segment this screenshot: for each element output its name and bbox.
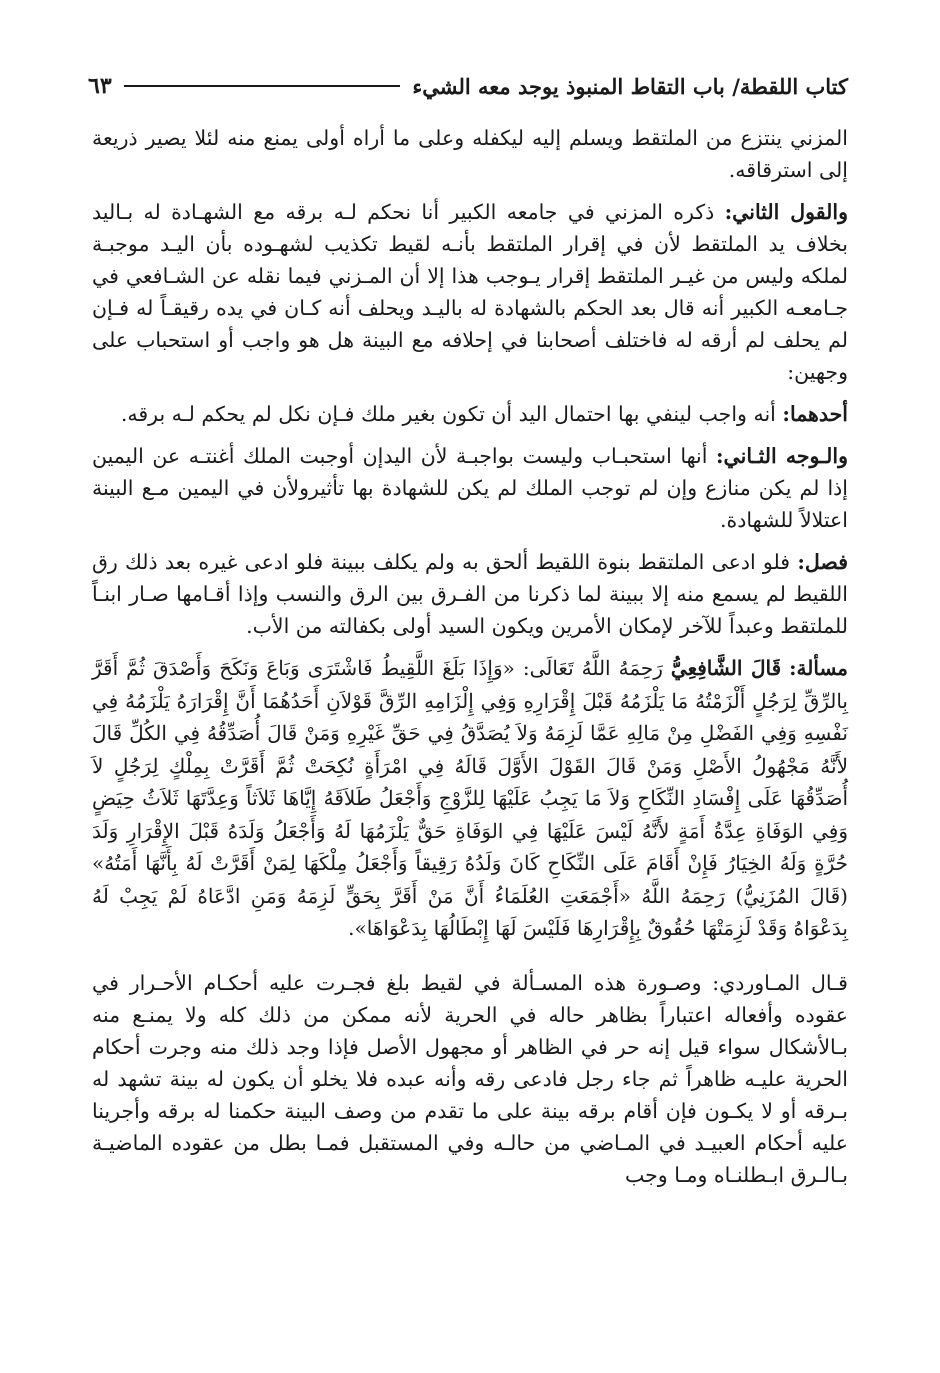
- paragraph-second-aspect: [92, 440, 848, 536]
- paragraph-masala: [92, 652, 848, 945]
- paragraph-text: قـال المـاوردي: وصـورة هذه المسـألة في لقيط بلغ فجـرت عليه أحكـام الأحـرار في عقوده وأفعاله اعتباراً بظاهر حاله في الحرية لأنه ممكن من ذلك كله ولا يمنـع منه بـالأشكال سواء قيل إنه حر في الظاهر أو مجهول الأصل فإذا وجد ذلك منه وجرت أحكام الحرية عليـه ظاهراً ثم جاء رجل فادعى رقه وأنه عبده فلا يخلو أن يكون له بينة تشهد له بـرقه أو لا يكـون فإن أقام برقه بينة على ما تقدم من وصف البينة حكمنا له برقه وأجرينا عليه أحكام العبيـد في المـاضي من حالـه وفي المستقبل فمـا بطل من عقوده الماضيـة بـالـرق ابـطلنـاه ومـا وجب: [92, 970, 848, 1187]
- paragraph-text: فلو ادعى الملتقط بنوة اللقيط ألحق به ولم يكلف ببينة فلو ادعى غيره بعد ذلك رق اللقيط لم يسمع منه إلا ببينة لما ذكرنا من الفـرق بين الرق والنسب وإذا أقـامها صـار ابنـاً للملتقط وعبداً للآخر لإمكان الأمرين ويكون السيد أولى بكفالته من الأب.: [92, 550, 848, 638]
- page-number: ٦٣: [88, 73, 112, 99]
- header-title: كتاب اللقطة/ باب التقاط المنبوذ يوجد معه الشيء: [412, 73, 848, 99]
- paragraph-fasl: [92, 546, 848, 642]
- paragraph-label: فصل:: [797, 550, 848, 574]
- masala-label: مسألة:: [789, 656, 849, 680]
- paragraph-first-aspect: [92, 398, 848, 430]
- paragraph-text: أنه واجب لينفي بها احتمال اليد أن تكون بغير ملك فـإن نكل لم يحكم لـه برقه.: [120, 402, 776, 426]
- paragraph-1: [92, 122, 848, 186]
- paragraph-second-opinion: [92, 196, 848, 388]
- page-body: [92, 122, 848, 1201]
- paragraph-text: ذكره المزني في جامعه الكبير أنا نحكم لـه برقه مع الشهـادة له بـاليد بخلاف يد الملتقط لأن في إقرار الملتقط بأنـه لقيط تكذيب لشهـوده بأن اليـد موجبـة لملكه وليس من غيـر الملتقط إقرار يـوجب هذا إلا أن المـزني فيما نقله عن الشـافعي في جـامعـه الكبير أنه قال بعد الحكم بالشهادة له باليـد ويحلف أنه كـان في يده رقيقـاً له فـإن لم يحلف لم أرقه له فاختلف أصحابنا في إحلافه مع البينة هل هو واجب أو استحباب على وجهين:: [92, 200, 848, 384]
- running-header: [88, 66, 848, 106]
- paragraph-label: أحدهما:: [782, 402, 848, 426]
- paragraph-text: أنها استحبـاب وليست بواجبـة لأن اليدإن أوجبت الملك أغنتـه عن اليمين إذا لم يكن منازع وإن لم توجب الملك لم يكن للشهادة بها تأثيرولأن في اليمين مـع البينة اعتلالاً للشهادة.: [92, 444, 848, 532]
- paragraph-label: والـوجه الثـاني:: [715, 444, 848, 468]
- paragraph-text: المزني ينتزع من الملتقط ويسلم إليه ليكفله وعلى ما أراه أولى يمنع منه لئلا يصير ذريعة إلى استرقاقه.: [92, 126, 848, 182]
- masala-speaker: قَالَ الشَّافِعِيُّ: [670, 656, 782, 680]
- paragraph-mawardi: [92, 967, 848, 1191]
- header-rule: [124, 85, 401, 87]
- paragraph-label: والقول الثاني:: [724, 200, 848, 224]
- masala-text: رَحِمَهُ اللَّهُ تَعَالَى: «وَإِذَا بَلَغَ اللَّقِيطُ فَاشْتَرَى وَبَاعَ وَنَكَحَ وَأَصْدَقَ ثُمَّ أَقَرَّ بِالرِّقِّ لِرَجُلٍ أَلْزَمْتُهُ مَا يَلْزَمُهُ قَبْلَ إِقْرَارِهِ وَفِي إِلْزَامِهِ الرِّقَّ قَوْلاَنِ أَحَدُهُمَا أَنَّ إِقْرَارَهُ يَلْزَمُهُ فِي نَفْسِهِ وَفِي الفَضْلِ مِنْ مَالِهِ عَمَّا لَزِمَهُ وَلاَ يُصَدَّقُ فِي حَقِّ غَيْرِهِ وَمَنْ قَالَ أُصَدِّقُهُ فِي الكُلِّ قَالَ لأَنَّهُ مَجْهُولُ الأَصْلِ وَمَنْ قَالَ القَوْلَ الأَوَّلَ قَالَهُ فِي امْرَأَةٍ نُكِحَتْ ثُمَّ أَقَرَّتْ بِمِلْكٍ لِرَجُلٍ لاَ أُصَدِّقُهَا عَلَى إِفْسَادِ النِّكَاحِ وَلاَ مَا يَجِبُ عَلَيْهَا لِلزَّوْجِ وَأَجْعَلُ طَلاَقَهُ إِيَّاهَا ثَلاَثاً وَعِدَّتَهَا ثَلاَثُ حِيَضٍ وَفِي الوَفَاةِ عِدَّةُ أَمَةٍ لأَنَّهُ لَيْسَ عَلَيْهَا فِي الوَفَاةِ حَقٌّ يَلْزَمُهَا لَهُ وَأَجْعَلُ وَلَدَهُ قَبْلَ الإِقْرَارِ وَلَدَ حُرَّةٍ وَلَهُ الخِيَارُ فَإِنْ أَقَامَ عَلَى النِّكَاحِ كَانَ وَلَدُهُ رَقِيقاً وَأَجْعَلُ مِلْكَهَا لِمَنْ أَقَرَّتْ لَهُ بِأَنَّهَا أَمَتُهُ» (قَالَ المُزَنِيُّ) رَحِمَهُ اللَّهُ «أَجْمَعَتِ العُلَمَاءُ أَنَّ مَنْ أَقَرَّ بِحَقٍّ لَزِمَهُ وَمَنِ ادَّعَاهُ لَمْ يَجِبْ لَهُ بِدَعْوَاهُ وَقَدْ لَزِمَتْهَا حُقُوقٌ بِإِقْرَارِهَا فَلَيْسَ لَهَا إِبْطَالُهَا بِدَعْوَاهَا».: [92, 656, 848, 940]
